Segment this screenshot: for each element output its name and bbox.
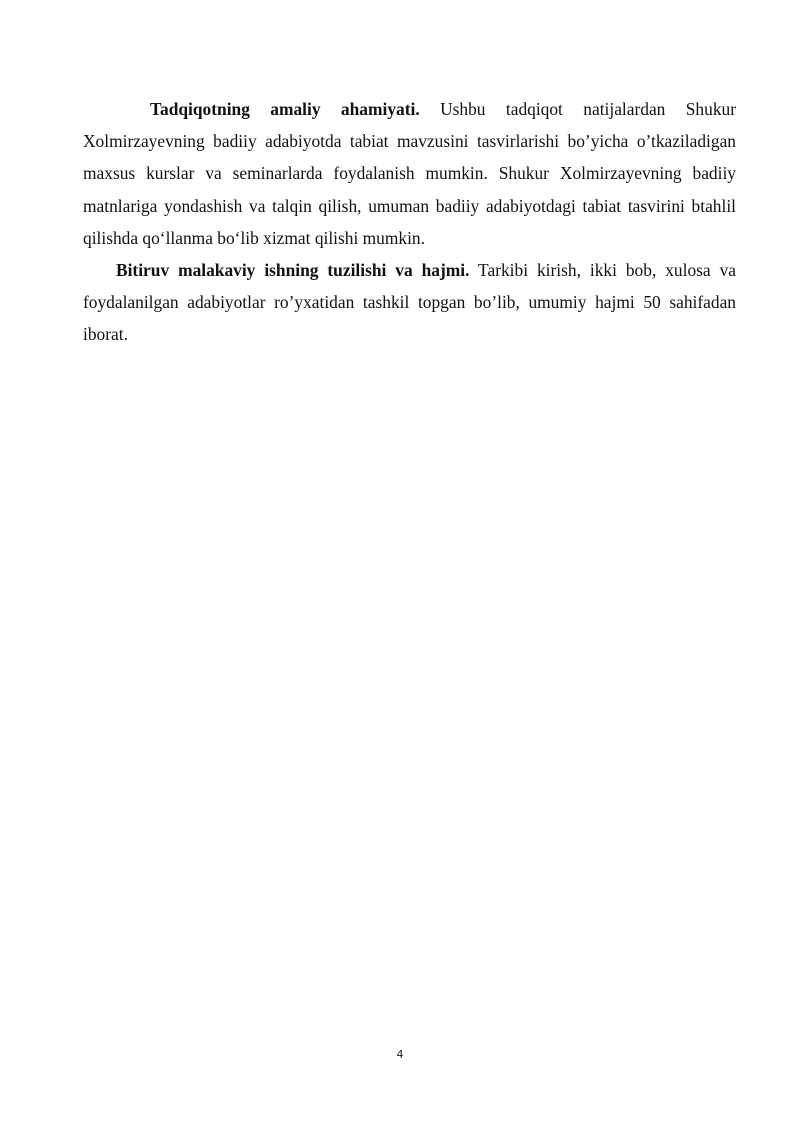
paragraph-text: Tarkibi kirish, ikki bob, xulosa va foydalanilgan adabiyotlar ro’yxatidan tashkil topgan bo’lib, umumiy hajmi 50 sahifadan iborat.	[83, 260, 736, 345]
document-body	[83, 93, 736, 351]
paragraph-practical-significance	[83, 93, 736, 254]
paragraph-text: Ushbu tadqiqot natijalardan Shukur Xolmirzayevning badiiy adabiyotda tabiat mavzusini tasvirlarishi bo’yicha o’tkaziladigan maxsus kurslar va seminarlarda foydalanish mumkin. Shukur Xolmirzayevning badiiy matnlariga yondashish va talqin qilish, umuman badiiy adabiyotdagi tabiat tasvirini btahlil qilishda qo‘llanma bo‘lib xizmat qilishi mumkin.	[83, 99, 737, 248]
paragraph-structure-and-volume	[83, 254, 736, 351]
paragraph-heading: Bitiruv malakaviy ishning tuzilishi va hajmi.	[116, 260, 470, 281]
paragraph-heading: Tadqiqotning amaliy ahamiyati.	[150, 99, 420, 119]
page-number: 4	[396, 1048, 404, 1061]
